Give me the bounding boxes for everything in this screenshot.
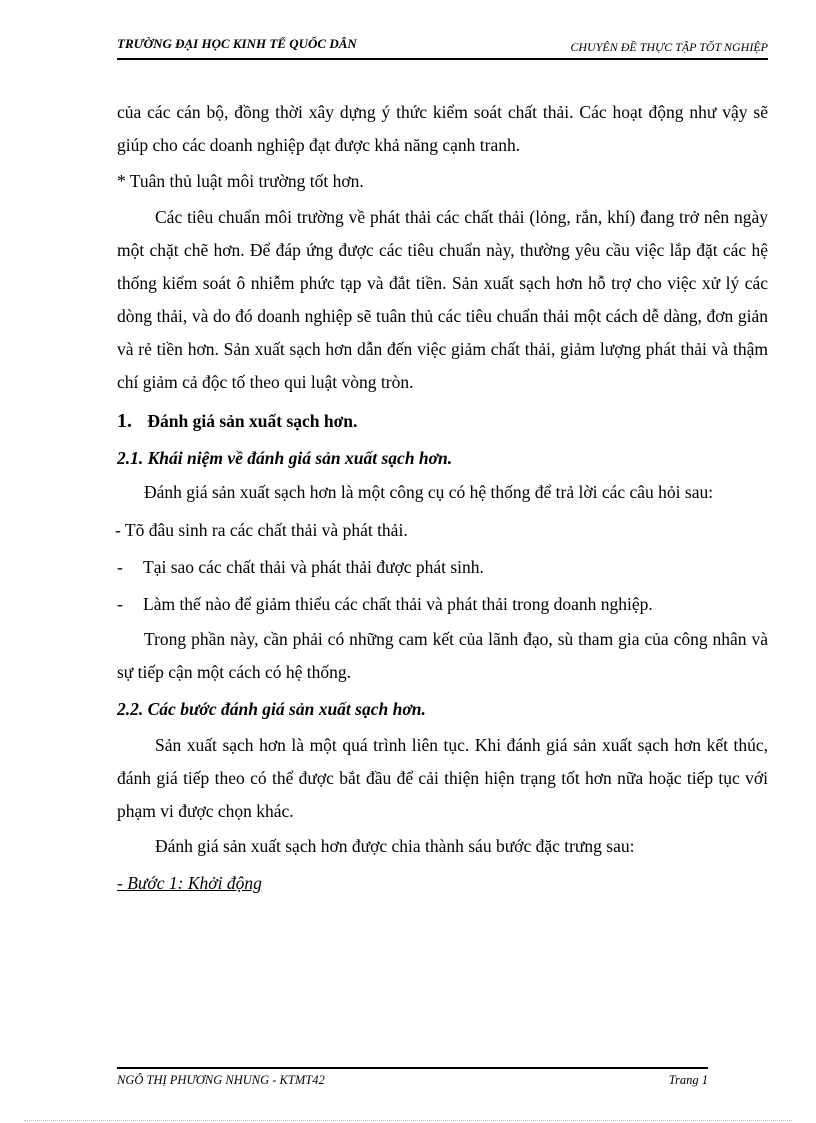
list-item-text: Tại sao các chất thải và phát thải được phát sinh. <box>143 557 484 577</box>
list-item: - Tõ đâu sinh ra các chất thải và phát thải. <box>115 520 408 540</box>
header-university: TRƯỜNG ĐẠI HỌC KINH TẾ QUỐC DÂN <box>117 36 357 51</box>
list-dash: - <box>117 557 123 577</box>
page-edge-divider <box>24 1120 792 1121</box>
paragraph-continuous-process: Sản xuất sạch hơn là một quá trình liên tục. Khi đánh giá sản xuất sạch hơn kết thúc, đánh giá tiếp theo có thể được bắt đầu để cải thiện hiện trạng tốt hơn nữa hoặc tiếp tục với phạm vi được chọn khác. <box>117 735 768 821</box>
list-dash: - <box>117 594 123 614</box>
paragraph-environment-standards: Các tiêu chuẩn môi trường về phát thải các chất thải (lỏng, rắn, khí) đang trở nên ngày một chặt chẽ hơn. Để đáp ứng được các tiêu chuẩn này, thường yêu cầu việc lắp đặt các hệ thống kiểm soát ô nhiễm phức tạp và đắt tiền. Sản xuất sạch hơn hỗ trợ cho việc xử lý các dòng thải, và do đó doanh nghiệp sẽ tuân thủ các tiêu chuẩn thải một cách dễ dàng, đơn giản và rẻ tiền hơn. Sản xuất sạch hơn dẫn đến việc giảm chất thải, giảm lượng phát thải và thậm chí giảm cả độc tố theo qui luật vòng tròn. <box>117 207 768 392</box>
list-item <box>117 586 768 623</box>
section-heading-1 <box>117 402 768 440</box>
page-header <box>117 36 768 60</box>
list-item-text: Làm thế nào để giảm thiểu các chất thải và phát thải trong doanh nghiệp. <box>143 594 653 614</box>
section-heading-2-2: 2.2. Các bước đánh giá sản xuất sạch hơn. <box>117 699 426 719</box>
section-title: Đánh giá sản xuất sạch hơn. <box>147 411 358 431</box>
paragraph-commitment: Trong phần này, cần phải có những cam kết của lãnh đạo, sù tham gia của công nhân và sự tiếp cận một cách có hệ thống. <box>117 629 768 682</box>
paragraph-six-steps: Đánh giá sản xuất sạch hơn được chia thành sáu bước đặc trưng sau: <box>155 836 635 856</box>
header-document-type: CHUYÊN ĐỀ THỰC TẬP TỐT NGHIỆP <box>570 40 768 54</box>
footer-page-number: Trang 1 <box>668 1073 708 1087</box>
page-footer <box>117 1067 708 1093</box>
section-number: 1. <box>117 410 132 432</box>
footer-author: NGÔ THỊ PHƯƠNG NHUNG - KTMT42 <box>117 1073 325 1087</box>
list-item <box>117 549 768 586</box>
paragraph-competitiveness: của các cán bộ, đồng thời xây dựng ý thức kiểm soát chất thải. Các hoạt động như vậy sẽ giúp cho các doanh nghiệp đạt được khả năng cạnh tranh. <box>117 102 768 155</box>
step-1-heading: - Bước 1: Khởi động <box>117 873 262 893</box>
paragraph-compliance-heading: * Tuân thủ luật môi trường tốt hơn. <box>117 171 364 191</box>
page-content <box>117 96 768 903</box>
paragraph-assessment-definition: Đánh giá sản xuất sạch hơn là một công cụ có hệ thống để trả lời các câu hỏi sau: <box>144 482 714 502</box>
section-heading-2-1: 2.1. Khái niệm về đánh giá sản xuất sạch hơn. <box>117 448 453 468</box>
